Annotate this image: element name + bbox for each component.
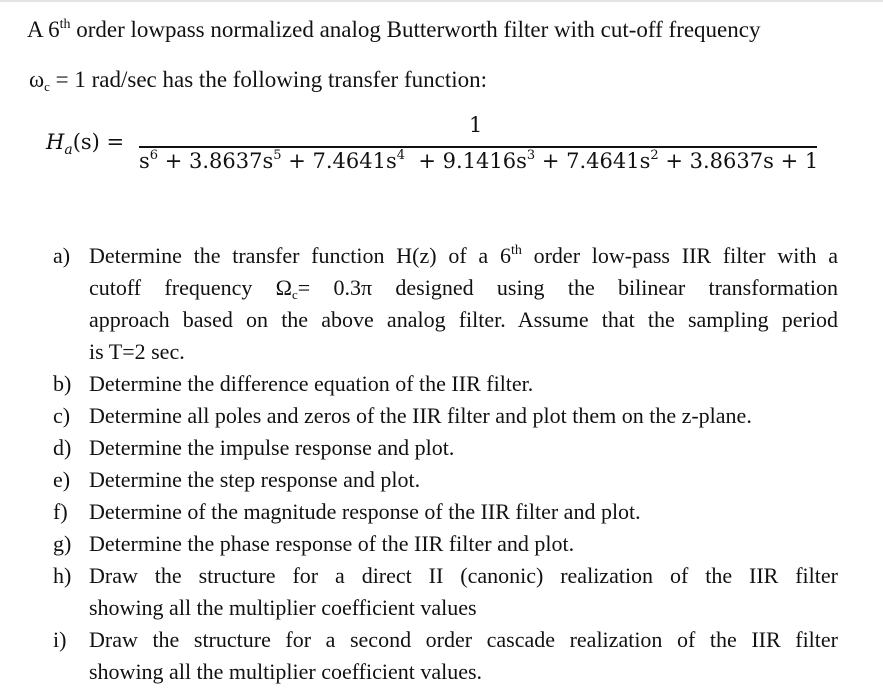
- den-term-0: s: [139, 149, 150, 173]
- question-text: Determine the impulse response and plot.: [89, 435, 455, 460]
- intro-text-b: order lowpass normalized analog Butterworth filter with cut-off frequency: [70, 17, 761, 42]
- intro-text-a: A 6: [27, 17, 60, 42]
- equation-denominator: [139, 149, 817, 173]
- den-term-2: + 7.4641s: [281, 149, 397, 173]
- question-label: d): [53, 435, 72, 460]
- den-term-1: + 3.8637s: [158, 149, 274, 173]
- q-a-ordinal-sup: th: [510, 243, 522, 258]
- question-e: [53, 464, 843, 496]
- omega-subscript: c: [44, 79, 50, 94]
- intro-ordinal-sup: th: [59, 17, 71, 32]
- question-h-line-2: showing all the multiplier coefficient values: [89, 595, 477, 620]
- question-a-line-2: [89, 272, 838, 304]
- question-label: g): [53, 531, 72, 556]
- q-a-text-2a: cutoff frequency Ω: [89, 275, 293, 300]
- den-exp-1: 5: [273, 148, 282, 163]
- question-h-line-1: Draw the structure for a direct II (canonic) realization of the IIR filter: [89, 563, 838, 588]
- question-text: Determine the difference equation of the IIR filter.: [89, 371, 534, 396]
- intro-line-1: [27, 16, 760, 44]
- question-f: [53, 496, 843, 528]
- question-i: [53, 624, 843, 688]
- question-b: [53, 368, 843, 400]
- question-label: a): [53, 243, 71, 268]
- question-label: b): [53, 371, 72, 396]
- question-text: Determine all poles and zeros of the IIR filter and plot them on the z-plane.: [89, 403, 752, 428]
- fraction-bar: [139, 146, 817, 148]
- question-label: h): [53, 563, 72, 588]
- question-a-line-3: approach based on the above analog filter. Assume that the sampling period: [89, 307, 838, 332]
- question-a: [53, 240, 843, 368]
- den-term-3: + 9.1416s: [405, 149, 527, 173]
- question-a-line-4: is T=2 sec.: [89, 339, 185, 364]
- question-text: Determine the step response and plot.: [89, 467, 421, 492]
- question-text: Determine the phase response of the IIR filter and plot.: [89, 531, 575, 556]
- q-a-text-1a: Determine the transfer function H(z) of a 6: [89, 243, 511, 268]
- equation-lhs: [46, 130, 124, 158]
- question-label: f): [53, 499, 68, 524]
- question-a-line-1: [89, 240, 838, 272]
- question-text: Determine of the magnitude response of the IIR filter and plot.: [89, 499, 641, 524]
- q-a-text-2b: = 0.3π designed using the bilinear transformation: [297, 275, 838, 300]
- equation-numerator: 1: [469, 113, 483, 137]
- question-label: c): [53, 403, 71, 428]
- equation-s-equals: (s) =: [72, 130, 125, 154]
- question-g: [53, 528, 843, 560]
- question-i-line-2: showing all the multiplier coefficient values.: [89, 659, 483, 684]
- equation-H: H: [46, 130, 65, 154]
- question-d: [53, 432, 843, 464]
- equation-H-subscript: a: [64, 142, 73, 159]
- omega-c-subscript: c: [292, 287, 298, 302]
- question-label: i): [53, 627, 67, 652]
- question-h: [53, 560, 843, 624]
- intro-text-c: = 1 rad/sec has the following transfer function:: [49, 67, 487, 92]
- omega-symbol: ω: [29, 67, 45, 92]
- den-exp-2: 4: [396, 148, 406, 163]
- den-exp-0: 6: [149, 148, 159, 163]
- den-exp-4: 2: [650, 148, 659, 163]
- intro-line-2: [29, 66, 487, 94]
- q-a-text-1b: order low-pass IIR filter with a: [521, 243, 838, 268]
- den-exp-3: 3: [526, 148, 536, 163]
- top-border: [0, 0, 883, 2]
- den-term-4: + 7.4641s: [535, 149, 651, 173]
- question-i-line-1: Draw the structure for a second order cascade realization of the IIR filter: [89, 627, 838, 652]
- question-label: e): [53, 467, 71, 492]
- den-term-5: + 3.8637s + 1: [658, 149, 819, 173]
- question-c: [53, 400, 843, 432]
